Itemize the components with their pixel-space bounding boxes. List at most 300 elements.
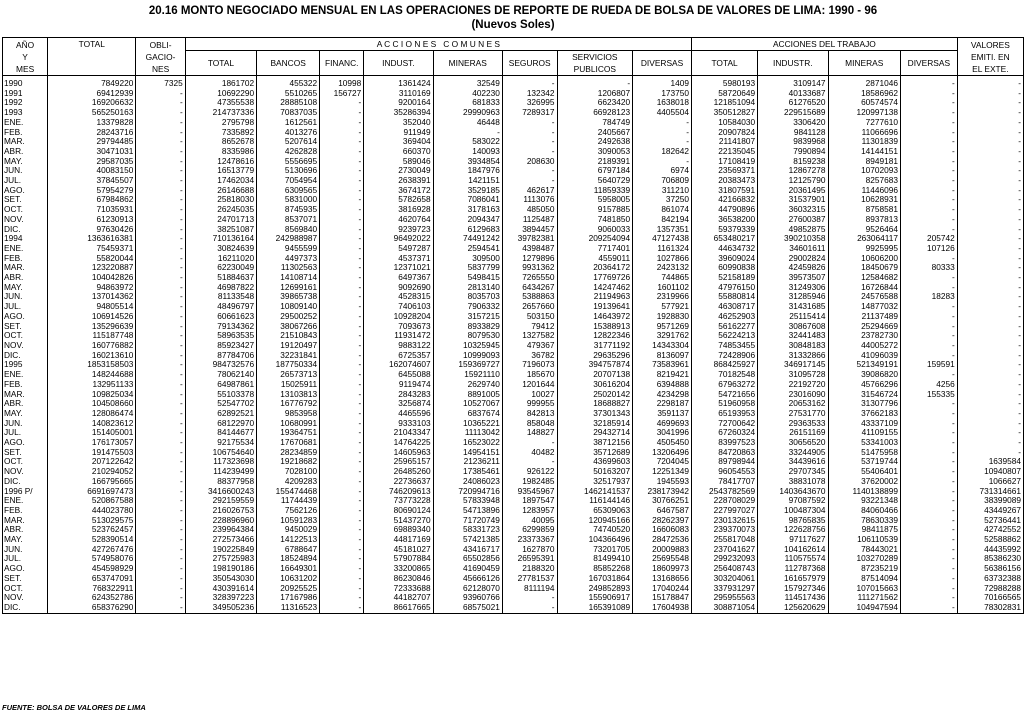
- row-label: FEB.: [3, 254, 48, 264]
- table-cell: 430391614: [185, 584, 256, 594]
- table-cell: -: [957, 283, 1023, 293]
- table-cell: 98765835: [758, 516, 828, 526]
- table-row: [3, 351, 1024, 361]
- table-cell: 89798944: [692, 457, 758, 467]
- table-cell: 6725357: [364, 351, 433, 361]
- table-cell: 43337109: [828, 419, 900, 429]
- table-row: [3, 341, 1024, 351]
- table-cell: 32185914: [557, 419, 633, 429]
- table-cell: 68575021: [433, 603, 502, 613]
- table-cell: 67260324: [692, 428, 758, 438]
- table-cell: 80333: [900, 263, 957, 273]
- table-cell: 7204045: [633, 457, 692, 467]
- table-cell: -: [320, 157, 364, 167]
- table-cell: 29587035: [48, 157, 136, 167]
- table-cell: 15178847: [633, 593, 692, 603]
- table-cell: 207122642: [48, 457, 136, 467]
- table-cell: 40083150: [48, 166, 136, 176]
- table-cell: 14108714: [257, 273, 320, 283]
- table-cell: 574958076: [48, 554, 136, 564]
- table-cell: 11066696: [828, 128, 900, 138]
- table-cell: 9841128: [758, 128, 828, 138]
- table-cell: 26595391: [502, 554, 557, 564]
- table-cell: 65502856: [433, 554, 502, 564]
- table-cell: -: [900, 564, 957, 574]
- row-label: MAR.: [3, 516, 48, 526]
- table-cell: 5498415: [433, 273, 502, 283]
- table-cell: 46448: [433, 118, 502, 128]
- table-cell: -: [900, 166, 957, 176]
- table-cell: 72333688: [364, 584, 433, 594]
- table-row: [3, 292, 1024, 302]
- table-cell: 106754640: [185, 448, 256, 458]
- table-cell: 39609024: [692, 254, 758, 264]
- row-label: AGO.: [3, 186, 48, 196]
- table-cell: 5782658: [364, 195, 433, 205]
- table-cell: 7717401: [557, 244, 633, 254]
- table-cell: -: [320, 545, 364, 555]
- table-cell: 11859339: [557, 186, 633, 196]
- table-cell: -: [900, 118, 957, 128]
- table-row: [3, 76, 1024, 89]
- table-cell: 87784706: [185, 351, 256, 361]
- header-valores: VALORES EMITI. EN EL EXTE.: [957, 38, 1023, 76]
- table-cell: 160213610: [48, 351, 136, 361]
- table-cell: 23016090: [758, 390, 828, 400]
- table-cell: 1421151: [433, 176, 502, 186]
- table-cell: 73773228: [364, 496, 433, 506]
- table-cell: -: [900, 302, 957, 312]
- table-row: [3, 409, 1024, 419]
- table-cell: 5640729: [557, 176, 633, 186]
- table-cell: 6623420: [557, 98, 633, 108]
- table-cell: 9839968: [758, 137, 828, 147]
- table-cell: -: [633, 118, 692, 128]
- table-cell: 9883122: [364, 341, 433, 351]
- table-cell: -: [957, 98, 1023, 108]
- table-cell: 6837674: [433, 409, 502, 419]
- row-label: SET.: [3, 574, 48, 584]
- row-label: FEB.: [3, 380, 48, 390]
- table-cell: 513029575: [48, 516, 136, 526]
- table-cell: -: [957, 322, 1023, 332]
- table-cell: -: [900, 76, 957, 89]
- row-label: DIC.: [3, 225, 48, 235]
- table-cell: 24576588: [828, 292, 900, 302]
- table-row: [3, 390, 1024, 400]
- row-label: AGO.: [3, 438, 48, 448]
- table-cell: 45181027: [364, 545, 433, 555]
- table-cell: 7265550: [502, 273, 557, 283]
- table-cell: 137014362: [48, 292, 136, 302]
- table-cell: 8079530: [433, 331, 502, 341]
- table-cell: 50163207: [557, 467, 633, 477]
- table-cell: 7406103: [364, 302, 433, 312]
- table-cell: 167031864: [557, 574, 633, 584]
- table-cell: 73583961: [633, 360, 692, 370]
- table-cell: 29363533: [758, 419, 828, 429]
- table-cell: 31771192: [557, 341, 633, 351]
- table-cell: 12699161: [257, 283, 320, 293]
- table-cell: -: [320, 584, 364, 594]
- table-cell: 227997027: [692, 506, 758, 516]
- table-cell: 79412: [502, 322, 557, 332]
- table-cell: 56162277: [692, 322, 758, 332]
- table-cell: -: [320, 428, 364, 438]
- table-cell: 7325: [136, 76, 185, 89]
- table-cell: 47355538: [185, 98, 256, 108]
- table-cell: 71035931: [48, 205, 136, 215]
- table-cell: -: [957, 351, 1023, 361]
- table-cell: 13168656: [633, 574, 692, 584]
- header-trabajo-diversas: DIVERSAS: [900, 51, 957, 76]
- table-cell: 681833: [433, 98, 502, 108]
- table-cell: 1357351: [633, 225, 692, 235]
- table-cell: -: [957, 273, 1023, 283]
- table-cell: 70837035: [257, 108, 320, 118]
- table-cell: 4699693: [633, 419, 692, 429]
- table-cell: 47976150: [692, 283, 758, 293]
- table-cell: 230132615: [692, 516, 758, 526]
- table-row: [3, 108, 1024, 118]
- table-cell: -: [320, 380, 364, 390]
- table-cell: 52158189: [692, 273, 758, 283]
- table-cell: 85852268: [557, 564, 633, 574]
- table-cell: 114239499: [185, 467, 256, 477]
- table-cell: -: [957, 128, 1023, 138]
- table-cell: 20707138: [557, 370, 633, 380]
- table-cell: 1283957: [502, 506, 557, 516]
- table-cell: 8933829: [433, 322, 502, 332]
- table-cell: 55406401: [828, 467, 900, 477]
- table-cell: 842813: [502, 409, 557, 419]
- table-cell: 9853958: [257, 409, 320, 419]
- table-cell: -: [502, 438, 557, 448]
- row-label: OCT.: [3, 584, 48, 594]
- table-cell: 6797184: [557, 166, 633, 176]
- row-label: ENE.: [3, 118, 48, 128]
- table-cell: 74491242: [433, 234, 502, 244]
- table-cell: 4528315: [364, 292, 433, 302]
- table-cell: 66928123: [557, 108, 633, 118]
- table-cell: 103270289: [828, 554, 900, 564]
- table-cell: 1639584: [957, 457, 1023, 467]
- table-cell: 12822346: [557, 331, 633, 341]
- table-cell: -: [320, 137, 364, 147]
- table-cell: 3306420: [758, 118, 828, 128]
- table-cell: 120945166: [557, 516, 633, 526]
- table-cell: 9450029: [257, 525, 320, 535]
- table-cell: 2843283: [364, 390, 433, 400]
- table-cell: 8335986: [185, 147, 256, 157]
- table-cell: 93960766: [433, 593, 502, 603]
- table-cell: 87235219: [828, 564, 900, 574]
- table-cell: 2094347: [433, 215, 502, 225]
- row-label: ABR.: [3, 147, 48, 157]
- table-cell: 88377958: [185, 477, 256, 487]
- table-cell: 2423132: [633, 263, 692, 273]
- table-cell: 7054954: [257, 176, 320, 186]
- table-cell: 93221348: [828, 496, 900, 506]
- table-cell: 6434267: [502, 283, 557, 293]
- table-cell: 1638018: [633, 98, 692, 108]
- table-cell: 9931362: [502, 263, 557, 273]
- table-cell: 402230: [433, 89, 502, 99]
- table-cell: 23782730: [828, 331, 900, 341]
- table-cell: 33244905: [758, 448, 828, 458]
- table-row: [3, 457, 1024, 467]
- table-cell: 2189391: [557, 157, 633, 167]
- table-cell: 31332866: [758, 351, 828, 361]
- table-cell: 8745935: [257, 205, 320, 215]
- table-cell: 43449267: [957, 506, 1023, 516]
- table-cell: 38251087: [185, 225, 256, 235]
- header-trabajo-mineras: MINERAS: [828, 51, 900, 76]
- table-row: [3, 477, 1024, 487]
- table-row: [3, 545, 1024, 555]
- header-total: TOTAL: [48, 38, 136, 76]
- table-cell: -: [900, 545, 957, 555]
- table-cell: 1113076: [502, 195, 557, 205]
- table-row: [3, 438, 1024, 448]
- table-cell: -: [900, 419, 957, 429]
- table-cell: -: [900, 516, 957, 526]
- table-cell: 16776792: [257, 399, 320, 409]
- table-cell: 2405667: [557, 128, 633, 138]
- table-cell: 34601611: [758, 244, 828, 254]
- table-cell: 4537371: [364, 254, 433, 264]
- row-label: 1994: [3, 234, 48, 244]
- table-cell: -: [136, 496, 185, 506]
- table-cell: 148827: [502, 428, 557, 438]
- table-cell: 121851094: [692, 98, 758, 108]
- table-cell: 69412939: [48, 89, 136, 99]
- table-row: [3, 254, 1024, 264]
- table-cell: -: [633, 157, 692, 167]
- row-label: JUN.: [3, 292, 48, 302]
- table-cell: -: [502, 137, 557, 147]
- table-cell: -: [900, 108, 957, 118]
- table-cell: 109825034: [48, 390, 136, 400]
- table-cell: -: [957, 195, 1023, 205]
- row-label: 1990: [3, 76, 48, 89]
- table-cell: 106914526: [48, 312, 136, 322]
- table-cell: 10628931: [828, 195, 900, 205]
- table-cell: -: [900, 370, 957, 380]
- table-cell: -: [136, 545, 185, 555]
- table-cell: -: [957, 254, 1023, 264]
- table-cell: 256408743: [692, 564, 758, 574]
- table-cell: -: [900, 283, 957, 293]
- table-cell: -: [900, 205, 957, 215]
- table-cell: 2543782569: [692, 487, 758, 497]
- table-cell: -: [900, 273, 957, 283]
- table-cell: 1853158503: [48, 360, 136, 370]
- table-cell: 155335: [900, 390, 957, 400]
- table-cell: -: [900, 157, 957, 167]
- table-cell: -: [136, 525, 185, 535]
- table-cell: 25695548: [633, 554, 692, 564]
- table-row: [3, 234, 1024, 244]
- table-cell: 28262397: [633, 516, 692, 526]
- table-cell: 299232093: [692, 554, 758, 564]
- row-label: MAY.: [3, 535, 48, 545]
- table-cell: 38712156: [557, 438, 633, 448]
- table-cell: 12867278: [758, 166, 828, 176]
- table-cell: 624352786: [48, 593, 136, 603]
- table-cell: 768322911: [48, 584, 136, 594]
- table-cell: 10325945: [433, 341, 502, 351]
- table-cell: 85923427: [185, 341, 256, 351]
- table-cell: -: [136, 448, 185, 458]
- table-cell: -: [900, 535, 957, 545]
- table-cell: 18450679: [828, 263, 900, 273]
- table-cell: 79134362: [185, 322, 256, 332]
- table-cell: 21236211: [433, 457, 502, 467]
- table-cell: 97630426: [48, 225, 136, 235]
- table-row: [3, 564, 1024, 574]
- table-cell: -: [900, 147, 957, 157]
- table-cell: 44005272: [828, 341, 900, 351]
- table-cell: -: [957, 399, 1023, 409]
- table-cell: 53719744: [828, 457, 900, 467]
- table-cell: 10027: [502, 390, 557, 400]
- table-cell: 94805514: [48, 302, 136, 312]
- table-cell: 4405504: [633, 108, 692, 118]
- table-cell: 39865738: [257, 292, 320, 302]
- table-cell: 7289317: [502, 108, 557, 118]
- table-cell: -: [136, 244, 185, 254]
- table-cell: 20364172: [557, 263, 633, 273]
- table-cell: 26151169: [758, 428, 828, 438]
- table-cell: 25020142: [557, 390, 633, 400]
- table-cell: 1363616381: [48, 234, 136, 244]
- row-label: MAR.: [3, 263, 48, 273]
- table-cell: 87514094: [828, 574, 900, 584]
- table-cell: 58720649: [692, 89, 758, 99]
- table-cell: 27600387: [758, 215, 828, 225]
- table-cell: -: [136, 535, 185, 545]
- table-cell: 67984862: [48, 195, 136, 205]
- table-cell: -: [320, 205, 364, 215]
- table-cell: -: [320, 118, 364, 128]
- table-cell: 4398487: [502, 244, 557, 254]
- table-cell: 3894457: [502, 225, 557, 235]
- table-cell: -: [957, 225, 1023, 235]
- table-cell: 744865: [633, 273, 692, 283]
- table-cell: 10631202: [257, 574, 320, 584]
- table-cell: -: [136, 457, 185, 467]
- table-cell: 21194963: [557, 292, 633, 302]
- table-cell: 31431685: [758, 302, 828, 312]
- table-cell: 9571269: [633, 322, 692, 332]
- table-row: [3, 428, 1024, 438]
- table-cell: 165391089: [557, 603, 633, 613]
- table-cell: 26573713: [257, 370, 320, 380]
- table-cell: 4620764: [364, 215, 433, 225]
- table-cell: 520867588: [48, 496, 136, 506]
- table-cell: -: [633, 137, 692, 147]
- table-cell: 45766296: [828, 380, 900, 390]
- row-label: SET.: [3, 195, 48, 205]
- table-cell: 10928204: [364, 312, 433, 322]
- table-cell: 16513779: [185, 166, 256, 176]
- table-cell: 6394888: [633, 380, 692, 390]
- table-cell: -: [957, 302, 1023, 312]
- table-row: [3, 487, 1024, 497]
- table-cell: 350512827: [692, 108, 758, 118]
- table-cell: -: [136, 360, 185, 370]
- table-cell: 114517436: [758, 593, 828, 603]
- table-cell: 56386156: [957, 564, 1023, 574]
- row-label: ABR.: [3, 273, 48, 283]
- table-cell: -: [957, 205, 1023, 215]
- row-label: AGO.: [3, 312, 48, 322]
- table-cell: 176173057: [48, 438, 136, 448]
- table-cell: 19218682: [257, 457, 320, 467]
- table-cell: -: [320, 370, 364, 380]
- table-cell: -: [320, 390, 364, 400]
- table-cell: 326995: [502, 98, 557, 108]
- table-cell: -: [557, 76, 633, 89]
- table-cell: 1206807: [557, 89, 633, 99]
- table-cell: 16726844: [828, 283, 900, 293]
- table-cell: 84720863: [692, 448, 758, 458]
- table-body: [3, 76, 1024, 614]
- table-cell: 190225849: [185, 545, 256, 555]
- table-cell: 37845507: [48, 176, 136, 186]
- table-cell: -: [320, 225, 364, 235]
- table-cell: 20361495: [758, 186, 828, 196]
- table-cell: 156727: [320, 89, 364, 99]
- table-cell: 17462034: [185, 176, 256, 186]
- table-cell: 7481850: [557, 215, 633, 225]
- table-cell: 911949: [364, 128, 433, 138]
- table-cell: -: [320, 176, 364, 186]
- table-cell: 22192720: [758, 380, 828, 390]
- table-cell: 5980193: [692, 76, 758, 89]
- table-cell: 72700642: [692, 419, 758, 429]
- table-cell: -: [320, 322, 364, 332]
- table-cell: 123220887: [48, 263, 136, 273]
- table-cell: -: [320, 341, 364, 351]
- table-cell: -: [136, 254, 185, 264]
- table-cell: 65309063: [557, 506, 633, 516]
- table-cell: 228896960: [185, 516, 256, 526]
- table-cell: 9455599: [257, 244, 320, 254]
- table-cell: 24701713: [185, 215, 256, 225]
- table-cell: 6299859: [502, 525, 557, 535]
- table-cell: -: [957, 438, 1023, 448]
- table-cell: 78630339: [828, 516, 900, 526]
- table-cell: 11316523: [257, 603, 320, 613]
- table-cell: -: [320, 273, 364, 283]
- table-cell: 26146688: [185, 186, 256, 196]
- table-cell: -: [320, 477, 364, 487]
- table-cell: 455322: [257, 76, 320, 89]
- table-cell: -: [136, 409, 185, 419]
- table-cell: 17604938: [633, 603, 692, 613]
- table-cell: 1027866: [633, 254, 692, 264]
- table-cell: 104162614: [758, 545, 828, 555]
- table-cell: -: [136, 273, 185, 283]
- row-label: JUL.: [3, 176, 48, 186]
- table-cell: -: [320, 603, 364, 613]
- row-label: JUL.: [3, 428, 48, 438]
- table-cell: 5388863: [502, 292, 557, 302]
- table-cell: 74740520: [557, 525, 633, 535]
- table-cell: -: [957, 419, 1023, 429]
